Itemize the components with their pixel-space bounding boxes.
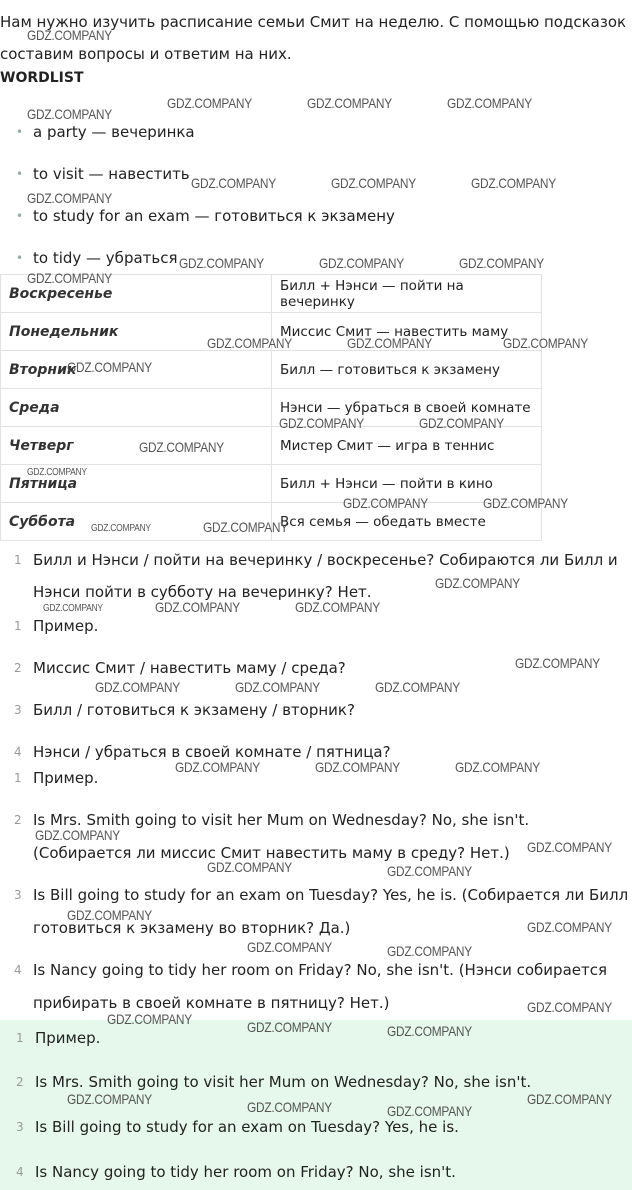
- item-number: 2: [14, 661, 22, 675]
- activity-cell: Билл — готовиться к экзамену: [272, 351, 542, 389]
- watermark: GDZ.COMPANY: [43, 603, 103, 614]
- watermark: GDZ.COMPANY: [295, 599, 380, 615]
- list-item: 4 Is Nancy going to tidy her room on Friday? No, she isn't.: [2, 1156, 531, 1188]
- watermark: GDZ.COMPANY: [279, 415, 364, 431]
- watermark: GDZ.COMPANY: [455, 759, 540, 775]
- list-item: • to study for an exam — готовиться к экзамену: [0, 200, 395, 242]
- watermark: GDZ.COMPANY: [95, 679, 180, 695]
- watermark: GDZ.COMPANY: [527, 999, 612, 1015]
- activity-cell: Миссис Смит — навестить маму: [272, 313, 542, 351]
- list-item: 4 Нэнси / убраться в своей комнате / пятница?: [0, 736, 632, 768]
- watermark: GDZ.COMPANY: [527, 839, 612, 855]
- watermark: GDZ.COMPANY: [139, 439, 224, 455]
- watermark: GDZ.COMPANY: [179, 255, 264, 271]
- watermark: GDZ.COMPANY: [515, 655, 600, 671]
- list-item: • to tidy — убраться: [0, 242, 395, 284]
- item-number: 2: [14, 813, 22, 827]
- list-item: 1 Пример.: [2, 1022, 531, 1066]
- watermark: GDZ.COMPANY: [107, 1011, 192, 1027]
- watermark: GDZ.COMPANY: [387, 1023, 472, 1039]
- watermark: GDZ.COMPANY: [387, 863, 472, 879]
- watermark: GDZ.COMPANY: [483, 495, 568, 511]
- list-item: 3 Билл / готовиться к экзамену / вторник?: [0, 694, 632, 736]
- list-item: 1 Билл и Нэнси / пойти на вечеринку / воскресенье? Собираются ли Билл и Нэнси пойти в субботу на вечеринку? Нет.: [0, 544, 632, 610]
- watermark: GDZ.COMPANY: [387, 943, 472, 959]
- watermark: GDZ.COMPANY: [459, 255, 544, 271]
- item-number: 1: [14, 553, 22, 567]
- watermark: GDZ.COMPANY: [175, 759, 260, 775]
- bullet-icon: •: [16, 251, 24, 265]
- watermark: GDZ.COMPANY: [435, 575, 520, 591]
- activity-cell: Нэнси — убраться в своей комнате: [272, 389, 542, 427]
- activity-cell: Билл + Нэнси — пойти на вечеринку: [272, 275, 542, 313]
- intro-text: Нам нужно изучить расписание семьи Смит на неделю. С помощью подсказок составим вопросы и ответим на них.: [0, 13, 627, 63]
- day-cell: Понедельник: [1, 313, 272, 351]
- watermark: GDZ.COMPANY: [527, 919, 612, 935]
- watermark: GDZ.COMPANY: [27, 27, 112, 43]
- day-cell: Вторник: [1, 351, 272, 389]
- watermark: GDZ.COMPANY: [27, 190, 112, 206]
- activity-cell: Вся семья — обедать вместе: [272, 503, 542, 541]
- activity-cell: Билл + Нэнси — пойти в кино: [272, 465, 542, 503]
- watermark: GDZ.COMPANY: [207, 859, 292, 875]
- day-cell: Воскресенье: [1, 275, 272, 313]
- item-number: 4: [14, 745, 22, 759]
- item-number: 3: [14, 703, 22, 717]
- watermark: GDZ.COMPANY: [235, 679, 320, 695]
- list-item: • to visit — навестить: [0, 158, 395, 200]
- watermark: GDZ.COMPANY: [27, 270, 112, 286]
- item-number: 1: [14, 771, 22, 785]
- watermark: GDZ.COMPANY: [503, 335, 588, 351]
- day-cell: Среда: [1, 389, 272, 427]
- list-item: • a party — вечеринка: [0, 116, 395, 158]
- bullet-icon: •: [16, 167, 24, 181]
- list-item: 1 Пример.: [0, 610, 632, 652]
- list-item: 2 Is Mrs. Smith going to visit her Mum on Wednesday? No, she isn't.: [2, 1066, 531, 1111]
- watermark: GDZ.COMPANY: [375, 679, 460, 695]
- list-item: 1 Пример.: [0, 762, 632, 804]
- watermark: GDZ.COMPANY: [191, 175, 276, 191]
- table-row: [1, 427, 542, 465]
- bullet-icon: •: [16, 125, 24, 139]
- day-cell: Пятница: [1, 465, 272, 503]
- watermark: GDZ.COMPANY: [67, 1091, 152, 1107]
- watermark: GDZ.COMPANY: [155, 599, 240, 615]
- watermark: GDZ.COMPANY: [315, 759, 400, 775]
- bullet-icon: •: [16, 209, 24, 223]
- solution-list: [0, 762, 632, 1020]
- watermark: GDZ.COMPANY: [419, 415, 504, 431]
- activity-cell: Мистер Смит — игра в теннис: [272, 427, 542, 465]
- item-number: 4: [16, 1165, 24, 1179]
- list-item: 3 Is Bill going to study for an exam on Tuesday? Yes, he is.: [2, 1111, 531, 1156]
- wordlist-heading: WORDLIST: [0, 70, 84, 86]
- watermark: GDZ.COMPANY: [247, 939, 332, 955]
- watermark: GDZ.COMPANY: [307, 95, 392, 111]
- watermark: GDZ.COMPANY: [471, 175, 556, 191]
- watermark: GDZ.COMPANY: [527, 1091, 612, 1107]
- watermark: GDZ.COMPANY: [343, 495, 428, 511]
- day-cell: Четверг: [1, 427, 272, 465]
- watermark: GDZ.COMPANY: [167, 95, 252, 111]
- schedule-table: [0, 274, 542, 541]
- list-item: 3 Is Bill going to study for an exam on Tuesday? Yes, he is. (Собирается ли Билл готовиться к экзамену во вторник? Да.): [0, 879, 632, 954]
- watermark: GDZ.COMPANY: [387, 1103, 472, 1119]
- item-number: 2: [16, 1075, 24, 1089]
- day-cell: Суббота: [1, 503, 272, 541]
- watermark: GDZ.COMPANY: [67, 359, 152, 375]
- watermark: GDZ.COMPANY: [247, 1019, 332, 1035]
- item-number: 4: [14, 963, 22, 977]
- watermark: GDZ.COMPANY: [247, 1099, 332, 1115]
- watermark: GDZ.COMPANY: [347, 335, 432, 351]
- item-number: 3: [14, 888, 22, 902]
- item-number: 1: [14, 619, 22, 633]
- watermark: GDZ.COMPANY: [447, 95, 532, 111]
- watermark: GDZ.COMPANY: [319, 255, 404, 271]
- item-number: 3: [16, 1120, 24, 1134]
- list-item: 4 Is Nancy going to tidy her room on Friday? No, she isn't. (Нэнси собирается прибирать в своей комнате в пятницу? Нет.): [0, 954, 632, 1020]
- watermark: GDZ.COMPANY: [207, 335, 292, 351]
- watermark: GDZ.COMPANY: [91, 523, 151, 534]
- watermark: GDZ.COMPANY: [35, 827, 120, 843]
- watermark: GDZ.COMPANY: [27, 106, 112, 122]
- list-item: 2 Миссис Смит / навестить маму / среда?: [0, 652, 632, 694]
- watermark: GDZ.COMPANY: [203, 519, 288, 535]
- watermark: GDZ.COMPANY: [331, 175, 416, 191]
- watermark: GDZ.COMPANY: [27, 467, 87, 478]
- list-item: 2 Is Mrs. Smith going to visit her Mum on Wednesday? No, she isn't. (Собирается ли миссис Смит навестить маму в среду? Нет.): [0, 804, 632, 879]
- watermark: GDZ.COMPANY: [67, 907, 152, 923]
- item-number: 1: [16, 1031, 24, 1045]
